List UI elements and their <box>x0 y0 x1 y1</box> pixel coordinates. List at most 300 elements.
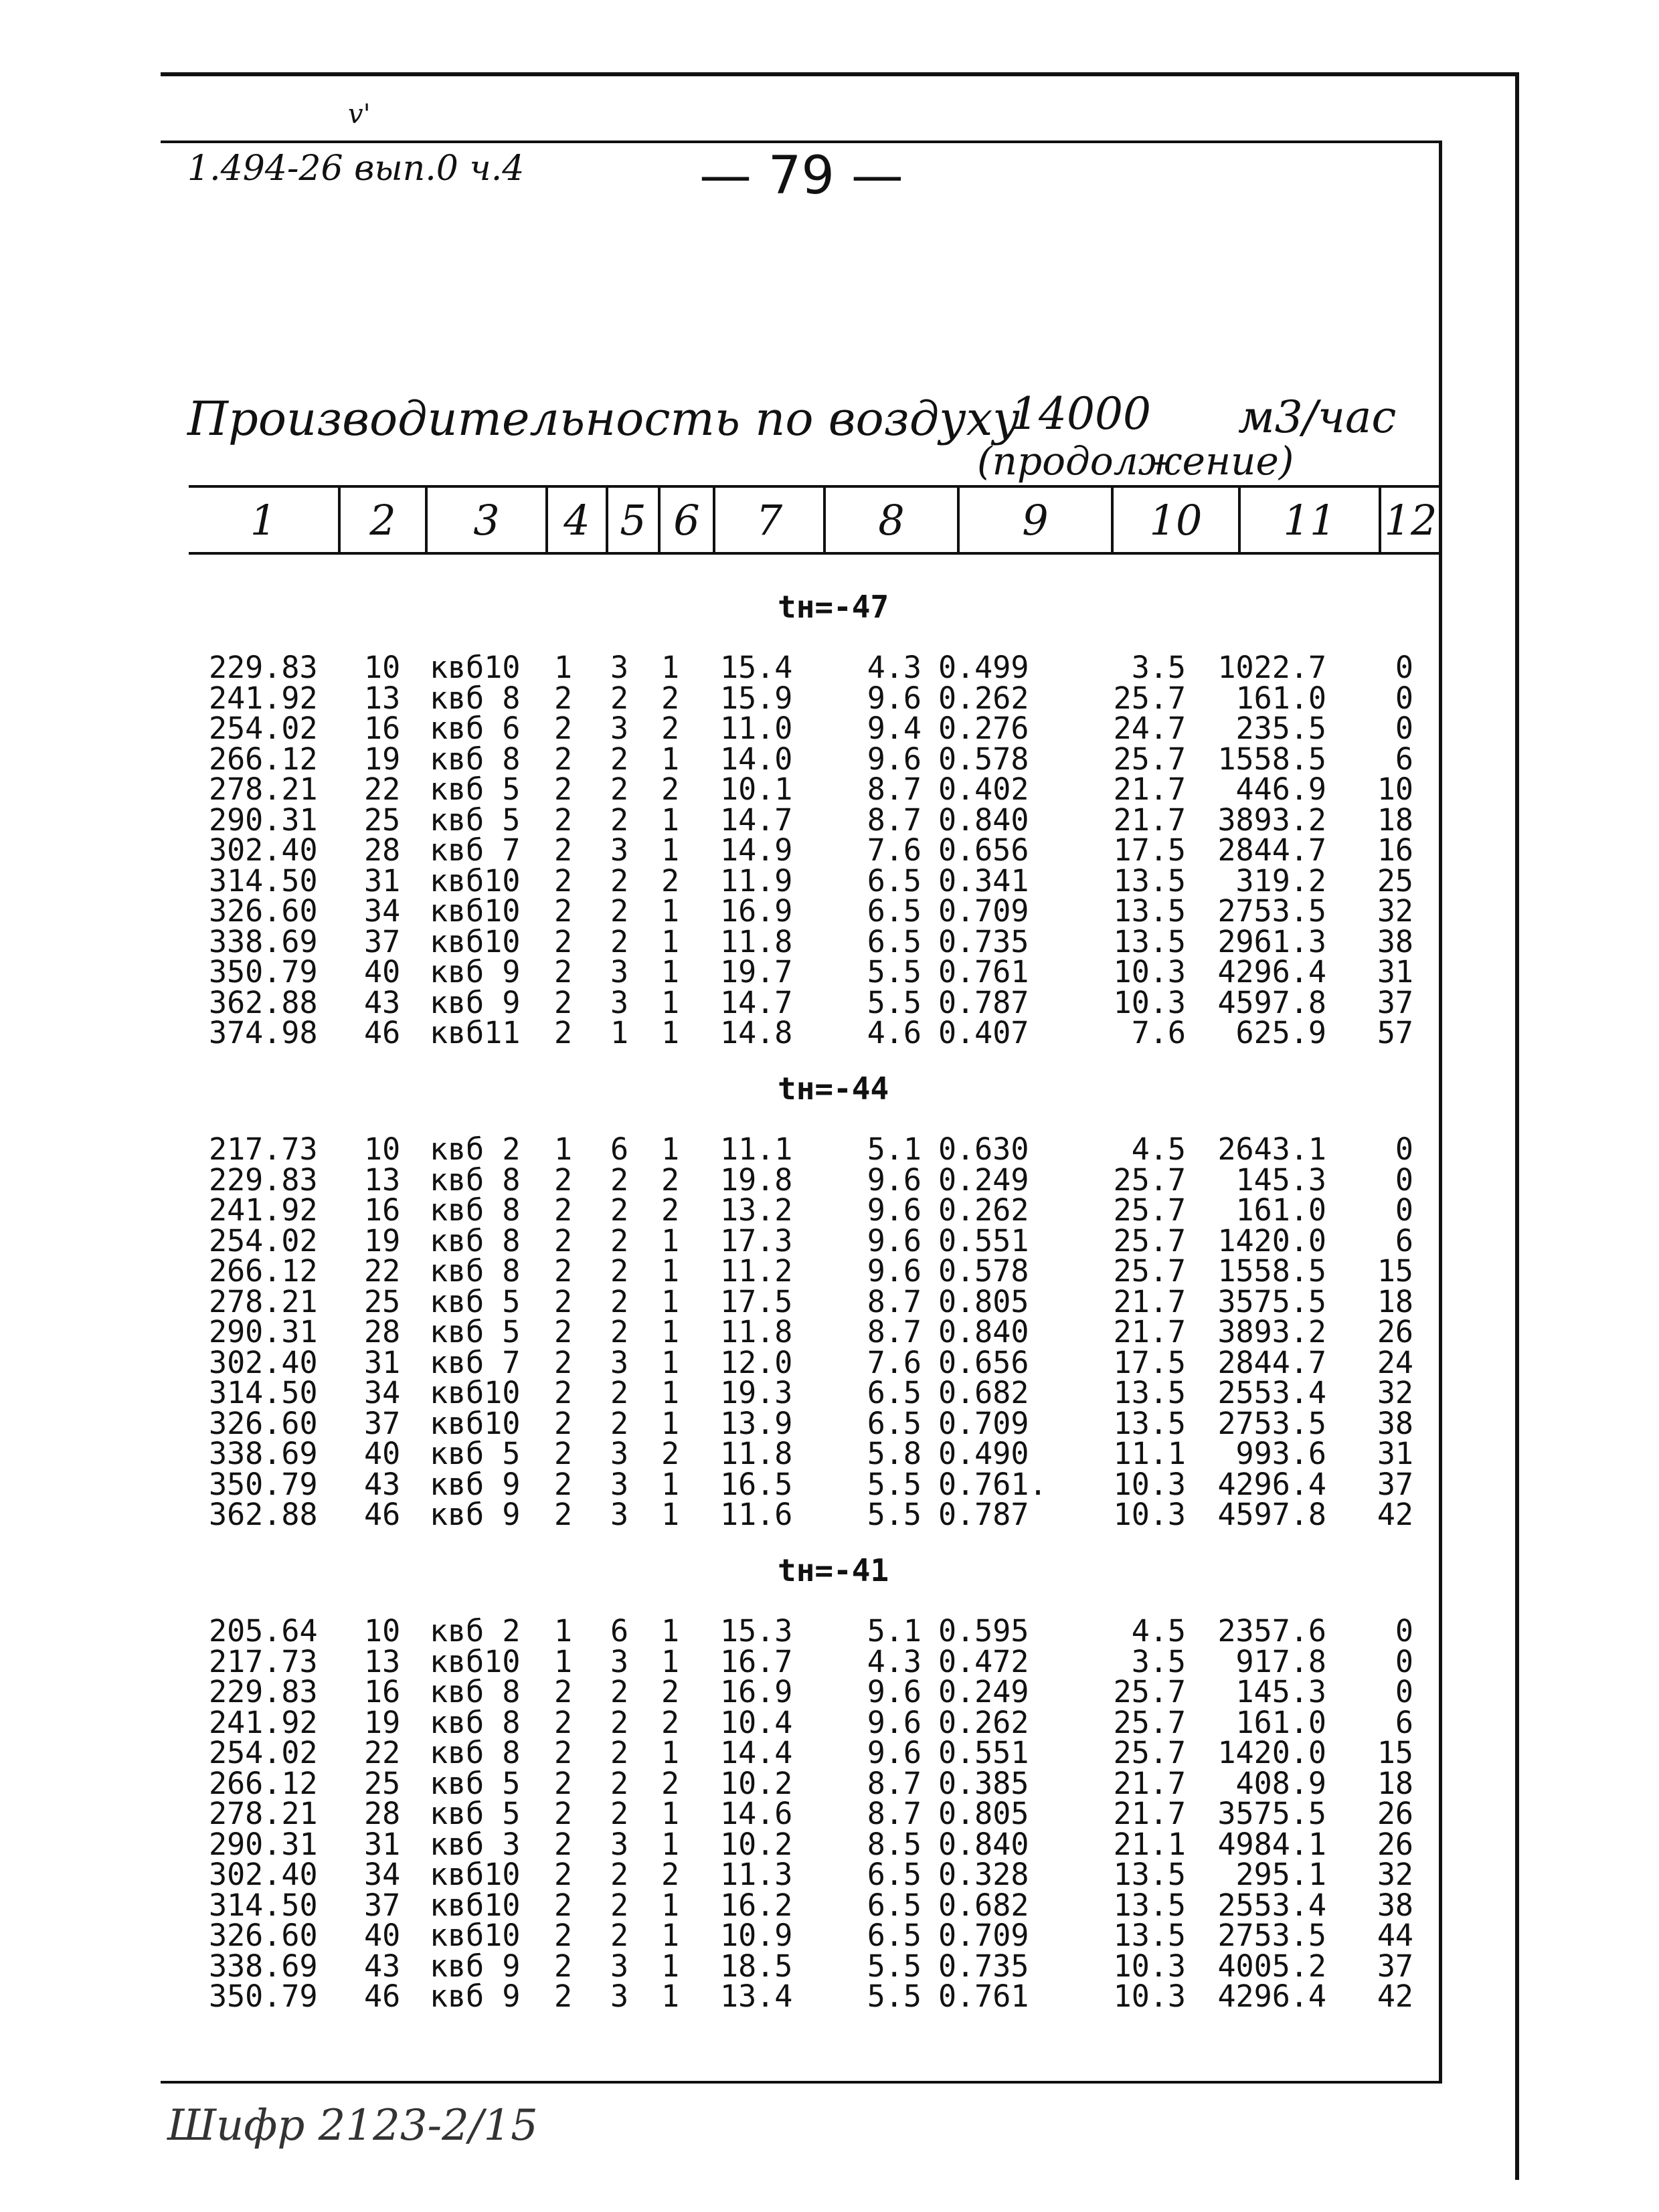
outer-frame-right <box>1515 72 1519 2180</box>
table-cell: 917.8 <box>1235 1643 1326 1679</box>
table-cell: 12.0 <box>720 1344 793 1380</box>
table-cell: 0 <box>1395 711 1413 746</box>
table-cell: 2 <box>554 1015 573 1050</box>
table-cell: 0.262 <box>938 1192 1029 1228</box>
table-cell: 0.341 <box>938 862 1029 899</box>
table-cell: 25.7 <box>1113 1192 1186 1228</box>
table-cell: 10.4 <box>720 1704 793 1740</box>
table-cell: 0.761 <box>938 1978 1029 2014</box>
table-cell: 31 <box>1377 954 1413 990</box>
table-cell: 1420.0 <box>1217 1222 1326 1259</box>
table-cell: 5.5 <box>867 954 922 990</box>
table-cell: 32 <box>1377 893 1413 929</box>
table-cell: 10.3 <box>1113 984 1186 1020</box>
table-cell: 2 <box>554 1222 573 1259</box>
table-cell: 0.630 <box>938 1131 1029 1167</box>
table-cell: 34 <box>364 1375 401 1410</box>
table-row <box>189 1314 1440 1350</box>
table-cell: 3 <box>610 1948 629 1984</box>
table-row <box>189 1436 1440 1471</box>
table-cell: 5.1 <box>867 1131 922 1167</box>
table-cell: 3 <box>610 1643 629 1679</box>
table-cell: 15 <box>1377 1735 1413 1770</box>
table-cell: 11.1 <box>1113 1436 1186 1471</box>
table-cell: 4.5 <box>1131 1131 1186 1167</box>
table-cell: 1 <box>554 1131 573 1167</box>
table-cell: 19.3 <box>720 1375 793 1410</box>
table-cell: 161.0 <box>1235 1192 1326 1228</box>
table-cell: квб 5 <box>430 1765 521 1801</box>
table-cell: 25.7 <box>1113 1162 1186 1198</box>
table-cell: 6 <box>610 1613 629 1649</box>
table-cell: 9.6 <box>867 741 922 777</box>
table-cell: 37 <box>1377 1466 1413 1502</box>
table-cell: 2 <box>554 1314 573 1350</box>
table-cell: квб 9 <box>430 1466 521 1502</box>
table-cell: 0.407 <box>938 1015 1029 1050</box>
table-cell: квб 5 <box>430 1436 521 1471</box>
table-cell: квб 7 <box>430 1344 521 1380</box>
table-cell: 2 <box>661 1192 680 1228</box>
table-cell: 278.21 <box>209 771 318 807</box>
table-cell: 266.12 <box>209 1253 318 1289</box>
table-cell: 13.5 <box>1113 1887 1186 1923</box>
table-cell: 5.5 <box>867 1497 922 1532</box>
table-cell: 254.02 <box>209 1222 318 1259</box>
table-cell: 10.3 <box>1113 1497 1186 1532</box>
table-cell: 6.5 <box>867 1887 922 1923</box>
table-cell: 11.0 <box>720 711 793 746</box>
table-cell: 2 <box>554 802 573 838</box>
table-cell: 1 <box>661 1918 680 1953</box>
table-cell: 17.5 <box>1113 832 1186 868</box>
table-cell: 13.5 <box>1113 862 1186 899</box>
table-cell: 2 <box>661 1162 680 1198</box>
table-cell: 2 <box>554 1765 573 1801</box>
table-cell: 350.79 <box>209 1978 318 2014</box>
table-cell: 3 <box>610 1978 629 2014</box>
table-cell: 17.5 <box>720 1283 793 1319</box>
table-cell: 1 <box>554 1613 573 1649</box>
table-cell: 13.5 <box>1113 923 1186 959</box>
table-cell: 9.6 <box>867 1735 922 1770</box>
table-cell: 26 <box>1377 1314 1413 1350</box>
table-row <box>189 1222 1440 1259</box>
table-cell: 0.262 <box>938 680 1029 716</box>
table-cell: 43 <box>364 1466 401 1502</box>
table-row <box>189 741 1440 777</box>
table-cell: 6.5 <box>867 1405 922 1441</box>
table-cell: квб 9 <box>430 1948 521 1984</box>
table-cell: 25.7 <box>1113 1222 1186 1259</box>
table-cell: 0.805 <box>938 1283 1029 1319</box>
table-cell: 295.1 <box>1235 1857 1326 1892</box>
table-cell: 0 <box>1395 1162 1413 1198</box>
table-cell: 241.92 <box>209 680 318 716</box>
table-cell: 266.12 <box>209 1765 318 1801</box>
table-cell: 0.385 <box>938 1765 1029 1801</box>
table-cell: 10.3 <box>1113 954 1186 990</box>
table-cell: 3 <box>610 1826 629 1862</box>
table-cell: 3 <box>610 1466 629 1502</box>
table-cell: 37 <box>1377 1948 1413 1984</box>
continuation-note: (продолжение) <box>977 438 1294 484</box>
table-cell: 8.7 <box>867 1283 922 1319</box>
table-cell: квб11 <box>430 1015 521 1050</box>
column-header-table <box>189 485 1440 555</box>
table-cell: 16.7 <box>720 1643 793 1679</box>
table-row <box>189 1859 1440 1890</box>
table-cell: 9.6 <box>867 1162 922 1198</box>
table-cell: 26 <box>1377 1826 1413 1862</box>
table-row <box>189 1131 1440 1167</box>
table-cell: 11.1 <box>720 1131 793 1167</box>
table-cell: квб10 <box>430 1375 521 1410</box>
table-cell: квб 9 <box>430 984 521 1020</box>
table-cell: 21.7 <box>1113 802 1186 838</box>
column-header: 3 <box>426 486 547 553</box>
table-cell: 2 <box>554 832 573 868</box>
table-cell: 25.7 <box>1113 741 1186 777</box>
table-cell: 13.5 <box>1113 1405 1186 1441</box>
table-cell: 25.7 <box>1113 1735 1186 1770</box>
table-cell: 16.9 <box>720 893 793 929</box>
table-cell: 4.5 <box>1131 1613 1186 1649</box>
table-cell: 40 <box>364 1436 401 1471</box>
table-cell: квб 2 <box>430 1131 521 1167</box>
table-cell: 1 <box>661 1643 680 1679</box>
table-cell: 290.31 <box>209 1314 318 1350</box>
table-cell: 4984.1 <box>1217 1826 1326 1862</box>
table-cell: 2 <box>661 1674 680 1710</box>
table-cell: 2 <box>610 1375 629 1410</box>
table-cell: 0.249 <box>938 1674 1029 1710</box>
table-cell: 1 <box>661 1222 680 1259</box>
table-cell: 11.2 <box>720 1253 793 1289</box>
table-cell: 408.9 <box>1235 1765 1326 1801</box>
table-cell: 14.0 <box>720 741 793 777</box>
column-header: 12 <box>1380 486 1440 553</box>
table-cell: 2 <box>554 1436 573 1471</box>
table-cell: 7.6 <box>867 832 922 868</box>
table-cell: 2 <box>554 1826 573 1862</box>
table-cell: 1 <box>661 1283 680 1319</box>
table-cell: 24 <box>1377 1344 1413 1380</box>
table-cell: 9.6 <box>867 1704 922 1740</box>
table-cell: квб 9 <box>430 1497 521 1532</box>
table-cell: 0 <box>1395 650 1413 685</box>
table-cell: 3 <box>610 984 629 1020</box>
table-cell: 3 <box>610 954 629 990</box>
table-cell: 3893.2 <box>1217 1314 1326 1350</box>
table-cell: 25.7 <box>1113 1704 1186 1740</box>
table-cell: 14.6 <box>720 1796 793 1831</box>
table-cell: 0.787 <box>938 1497 1029 1532</box>
column-header: 10 <box>1112 486 1239 553</box>
table-cell: 6.5 <box>867 862 922 899</box>
table-cell: 9.4 <box>867 711 922 746</box>
table-row <box>189 862 1440 899</box>
table-cell: 2753.5 <box>1217 1918 1326 1953</box>
table-cell: 18 <box>1377 1283 1413 1319</box>
table-cell: 4005.2 <box>1217 1948 1326 1984</box>
table-cell: 2 <box>610 1887 629 1923</box>
table-cell: 14.9 <box>720 832 793 868</box>
table-cell: 0.656 <box>938 832 1029 868</box>
table-cell: 8.7 <box>867 1765 922 1801</box>
table-cell: 13.5 <box>1113 1857 1186 1892</box>
table-cell: 2 <box>554 1674 573 1710</box>
cipher-stamp: Шифр 2123-2/15 <box>167 2101 538 2150</box>
table-cell: квб 9 <box>430 954 521 990</box>
table-cell: 145.3 <box>1235 1162 1326 1198</box>
column-header: 8 <box>824 486 958 553</box>
table-cell: 5.5 <box>867 984 922 1020</box>
table-cell: 2 <box>554 1405 573 1441</box>
table-cell: 15.3 <box>720 1613 793 1649</box>
table-cell: 1420.0 <box>1217 1735 1326 1770</box>
table-cell: 2 <box>554 1162 573 1198</box>
column-header-row <box>189 486 1440 553</box>
table-row <box>189 1920 1440 1951</box>
table-cell: 0.787 <box>938 984 1029 1020</box>
table-cell: 17.5 <box>1113 1344 1186 1380</box>
table-cell: 6.5 <box>867 1918 922 1953</box>
table-cell: 3.5 <box>1131 1643 1186 1679</box>
table-cell: 2 <box>554 1796 573 1831</box>
table-cell: 2 <box>554 1918 573 1953</box>
table-cell: 22 <box>364 1735 401 1770</box>
table-cell: 10 <box>364 1131 401 1167</box>
table-cell: 25.7 <box>1113 1253 1186 1289</box>
table-cell: 2 <box>554 923 573 959</box>
table-cell: 1558.5 <box>1217 741 1326 777</box>
table-cell: 13 <box>364 1643 401 1679</box>
table-cell: 1558.5 <box>1217 1253 1326 1289</box>
table-cell: 2 <box>610 1222 629 1259</box>
scan-mark: v' <box>348 99 371 130</box>
table-cell: 2553.4 <box>1217 1375 1326 1410</box>
table-cell: 2 <box>554 893 573 929</box>
table-cell: 1 <box>661 984 680 1020</box>
table-cell: 6.5 <box>867 1375 922 1410</box>
table-cell: 0.840 <box>938 1826 1029 1862</box>
table-cell: 37 <box>1377 984 1413 1020</box>
table-cell: 2 <box>554 771 573 807</box>
sheet-border-top <box>161 141 1442 143</box>
table-cell: квб10 <box>430 650 521 685</box>
table-cell: 2 <box>554 1887 573 1923</box>
table-cell: 1 <box>661 741 680 777</box>
table-cell: 32 <box>1377 1857 1413 1892</box>
table-cell: 2 <box>554 984 573 1020</box>
table-cell: 14.4 <box>720 1735 793 1770</box>
table-cell: 16.2 <box>720 1887 793 1923</box>
table-cell: квб 9 <box>430 1978 521 2014</box>
table-cell: 5.5 <box>867 1948 922 1984</box>
table-row <box>189 954 1440 990</box>
table-cell: 3 <box>610 650 629 685</box>
table-cell: 1 <box>661 1375 680 1410</box>
table-cell: 2 <box>554 1978 573 2014</box>
outer-frame-top <box>161 72 1519 76</box>
table-cell: 34 <box>364 1857 401 1892</box>
table-cell: 0.595 <box>938 1613 1029 1649</box>
table-cell: 1 <box>554 650 573 685</box>
table-cell: 10.3 <box>1113 1466 1186 1502</box>
table-row <box>189 984 1440 1020</box>
column-header: 2 <box>339 486 426 553</box>
table-cell: квб 8 <box>430 741 521 777</box>
table-cell: 7.6 <box>867 1344 922 1380</box>
table-cell: 350.79 <box>209 954 318 990</box>
table-cell: квб10 <box>430 923 521 959</box>
table-cell: 22 <box>364 771 401 807</box>
table-cell: 10 <box>364 650 401 685</box>
table-cell: 9.6 <box>867 1253 922 1289</box>
table-cell: 0.490 <box>938 1436 1029 1471</box>
table-cell: 625.9 <box>1235 1015 1326 1050</box>
table-cell: 0.402 <box>938 771 1029 807</box>
table-cell: 1022.7 <box>1217 650 1326 685</box>
table-cell: 229.83 <box>209 1162 318 1198</box>
table-cell: 2 <box>554 1704 573 1740</box>
table-cell: 2 <box>554 1192 573 1228</box>
column-header: 5 <box>607 486 659 553</box>
table-cell: 13.5 <box>1113 1375 1186 1410</box>
table-cell: 2 <box>554 711 573 746</box>
table-cell: 2 <box>554 1344 573 1380</box>
table-cell: 2 <box>554 1466 573 1502</box>
table-cell: 2 <box>554 1283 573 1319</box>
table-cell: 31 <box>364 1826 401 1862</box>
table-cell: 28 <box>364 832 401 868</box>
table-cell: 302.40 <box>209 832 318 868</box>
table-cell: 2 <box>610 893 629 929</box>
table-cell: 46 <box>364 1015 401 1050</box>
table-cell: 278.21 <box>209 1283 318 1319</box>
table-cell: квб10 <box>430 1643 521 1679</box>
table-cell: 1 <box>661 1948 680 1984</box>
table-cell: 0.578 <box>938 741 1029 777</box>
table-cell: 19.7 <box>720 954 793 990</box>
table-cell: 16 <box>364 1674 401 1710</box>
table-cell: 2 <box>554 1735 573 1770</box>
table-cell: 2844.7 <box>1217 832 1326 868</box>
table-cell: 11.8 <box>720 1436 793 1471</box>
table-cell: 11.8 <box>720 923 793 959</box>
table-cell: 19 <box>364 1222 401 1259</box>
table-cell: квб 8 <box>430 1704 521 1740</box>
table-cell: 2 <box>610 1674 629 1710</box>
table-cell: 18 <box>1377 802 1413 838</box>
table-cell: 3 <box>610 1436 629 1471</box>
table-cell: 338.69 <box>209 923 318 959</box>
column-header: 11 <box>1239 486 1380 553</box>
table-cell: 10.9 <box>720 1918 793 1953</box>
table-row <box>189 1887 1440 1923</box>
section-rows <box>189 1613 1440 2014</box>
table-cell: 1 <box>661 1978 680 2014</box>
table-cell: 2 <box>661 771 680 807</box>
table-cell: 0.578 <box>938 1253 1029 1289</box>
table-cell: 31 <box>1377 1436 1413 1471</box>
table-cell: 10.1 <box>720 771 793 807</box>
table-cell: 16 <box>364 711 401 746</box>
table-cell: 302.40 <box>209 1857 318 1892</box>
table-cell: квб10 <box>430 1857 521 1892</box>
table-cell: 4296.4 <box>1217 954 1326 990</box>
table-cell: 1 <box>661 1826 680 1862</box>
table-cell: 2 <box>661 1765 680 1801</box>
table-cell: 6.5 <box>867 923 922 959</box>
table-cell: 6 <box>610 1131 629 1167</box>
table-cell: 13.2 <box>720 1192 793 1228</box>
table-cell: 0.682 <box>938 1887 1029 1923</box>
table-cell: 1 <box>661 1314 680 1350</box>
table-cell: 25 <box>364 802 401 838</box>
table-cell: 21.7 <box>1113 1796 1186 1831</box>
table-cell: 0.499 <box>938 650 1029 685</box>
table-row <box>189 1613 1440 1649</box>
table-row <box>189 1735 1440 1770</box>
table-row <box>189 1192 1440 1228</box>
table-cell: 0 <box>1395 680 1413 716</box>
section-label: tн=-41 <box>778 1552 889 1588</box>
table-cell: квб 5 <box>430 1314 521 1350</box>
table-row <box>189 832 1440 868</box>
table-cell: 38 <box>1377 923 1413 959</box>
table-cell: 374.98 <box>209 1015 318 1050</box>
table-cell: квб 8 <box>430 1192 521 1228</box>
table-cell: 6 <box>1395 741 1413 777</box>
column-header: 9 <box>958 486 1112 553</box>
table-cell: 2 <box>554 680 573 716</box>
table-cell: 3 <box>610 832 629 868</box>
flow-unit: м3/час <box>1238 391 1397 443</box>
column-header: 1 <box>189 486 339 553</box>
table-cell: 4296.4 <box>1217 1466 1326 1502</box>
table-cell: 37 <box>364 923 401 959</box>
table-cell: 18.5 <box>720 1948 793 1984</box>
table-cell: 1 <box>661 1253 680 1289</box>
table-cell: 1 <box>661 1613 680 1649</box>
table-cell: 16.5 <box>720 1466 793 1502</box>
table-cell: 14.8 <box>720 1015 793 1050</box>
table-cell: 2 <box>610 1283 629 1319</box>
table-cell: 37 <box>364 1405 401 1441</box>
table-cell: 11.6 <box>720 1497 793 1532</box>
page-number: — 79 — <box>699 146 903 206</box>
table-cell: квб10 <box>430 1918 521 1953</box>
table-cell: 1 <box>661 650 680 685</box>
table-cell: 302.40 <box>209 1344 318 1380</box>
column-header: 7 <box>714 486 824 553</box>
table-cell: квб10 <box>430 893 521 929</box>
table-row <box>189 1466 1440 1502</box>
table-cell: 2643.1 <box>1217 1131 1326 1167</box>
table-cell: 0.761 <box>938 954 1029 990</box>
table-cell: 13.4 <box>720 1978 793 2014</box>
table-cell: 44 <box>1377 1918 1413 1953</box>
table-cell: 57 <box>1377 1015 1413 1050</box>
table-cell: 1 <box>661 1796 680 1831</box>
table-row <box>189 893 1440 929</box>
table-cell: 2 <box>610 1192 629 1228</box>
table-cell: 8.7 <box>867 802 922 838</box>
table-cell: 21.7 <box>1113 771 1186 807</box>
table-cell: 1 <box>661 1497 680 1532</box>
